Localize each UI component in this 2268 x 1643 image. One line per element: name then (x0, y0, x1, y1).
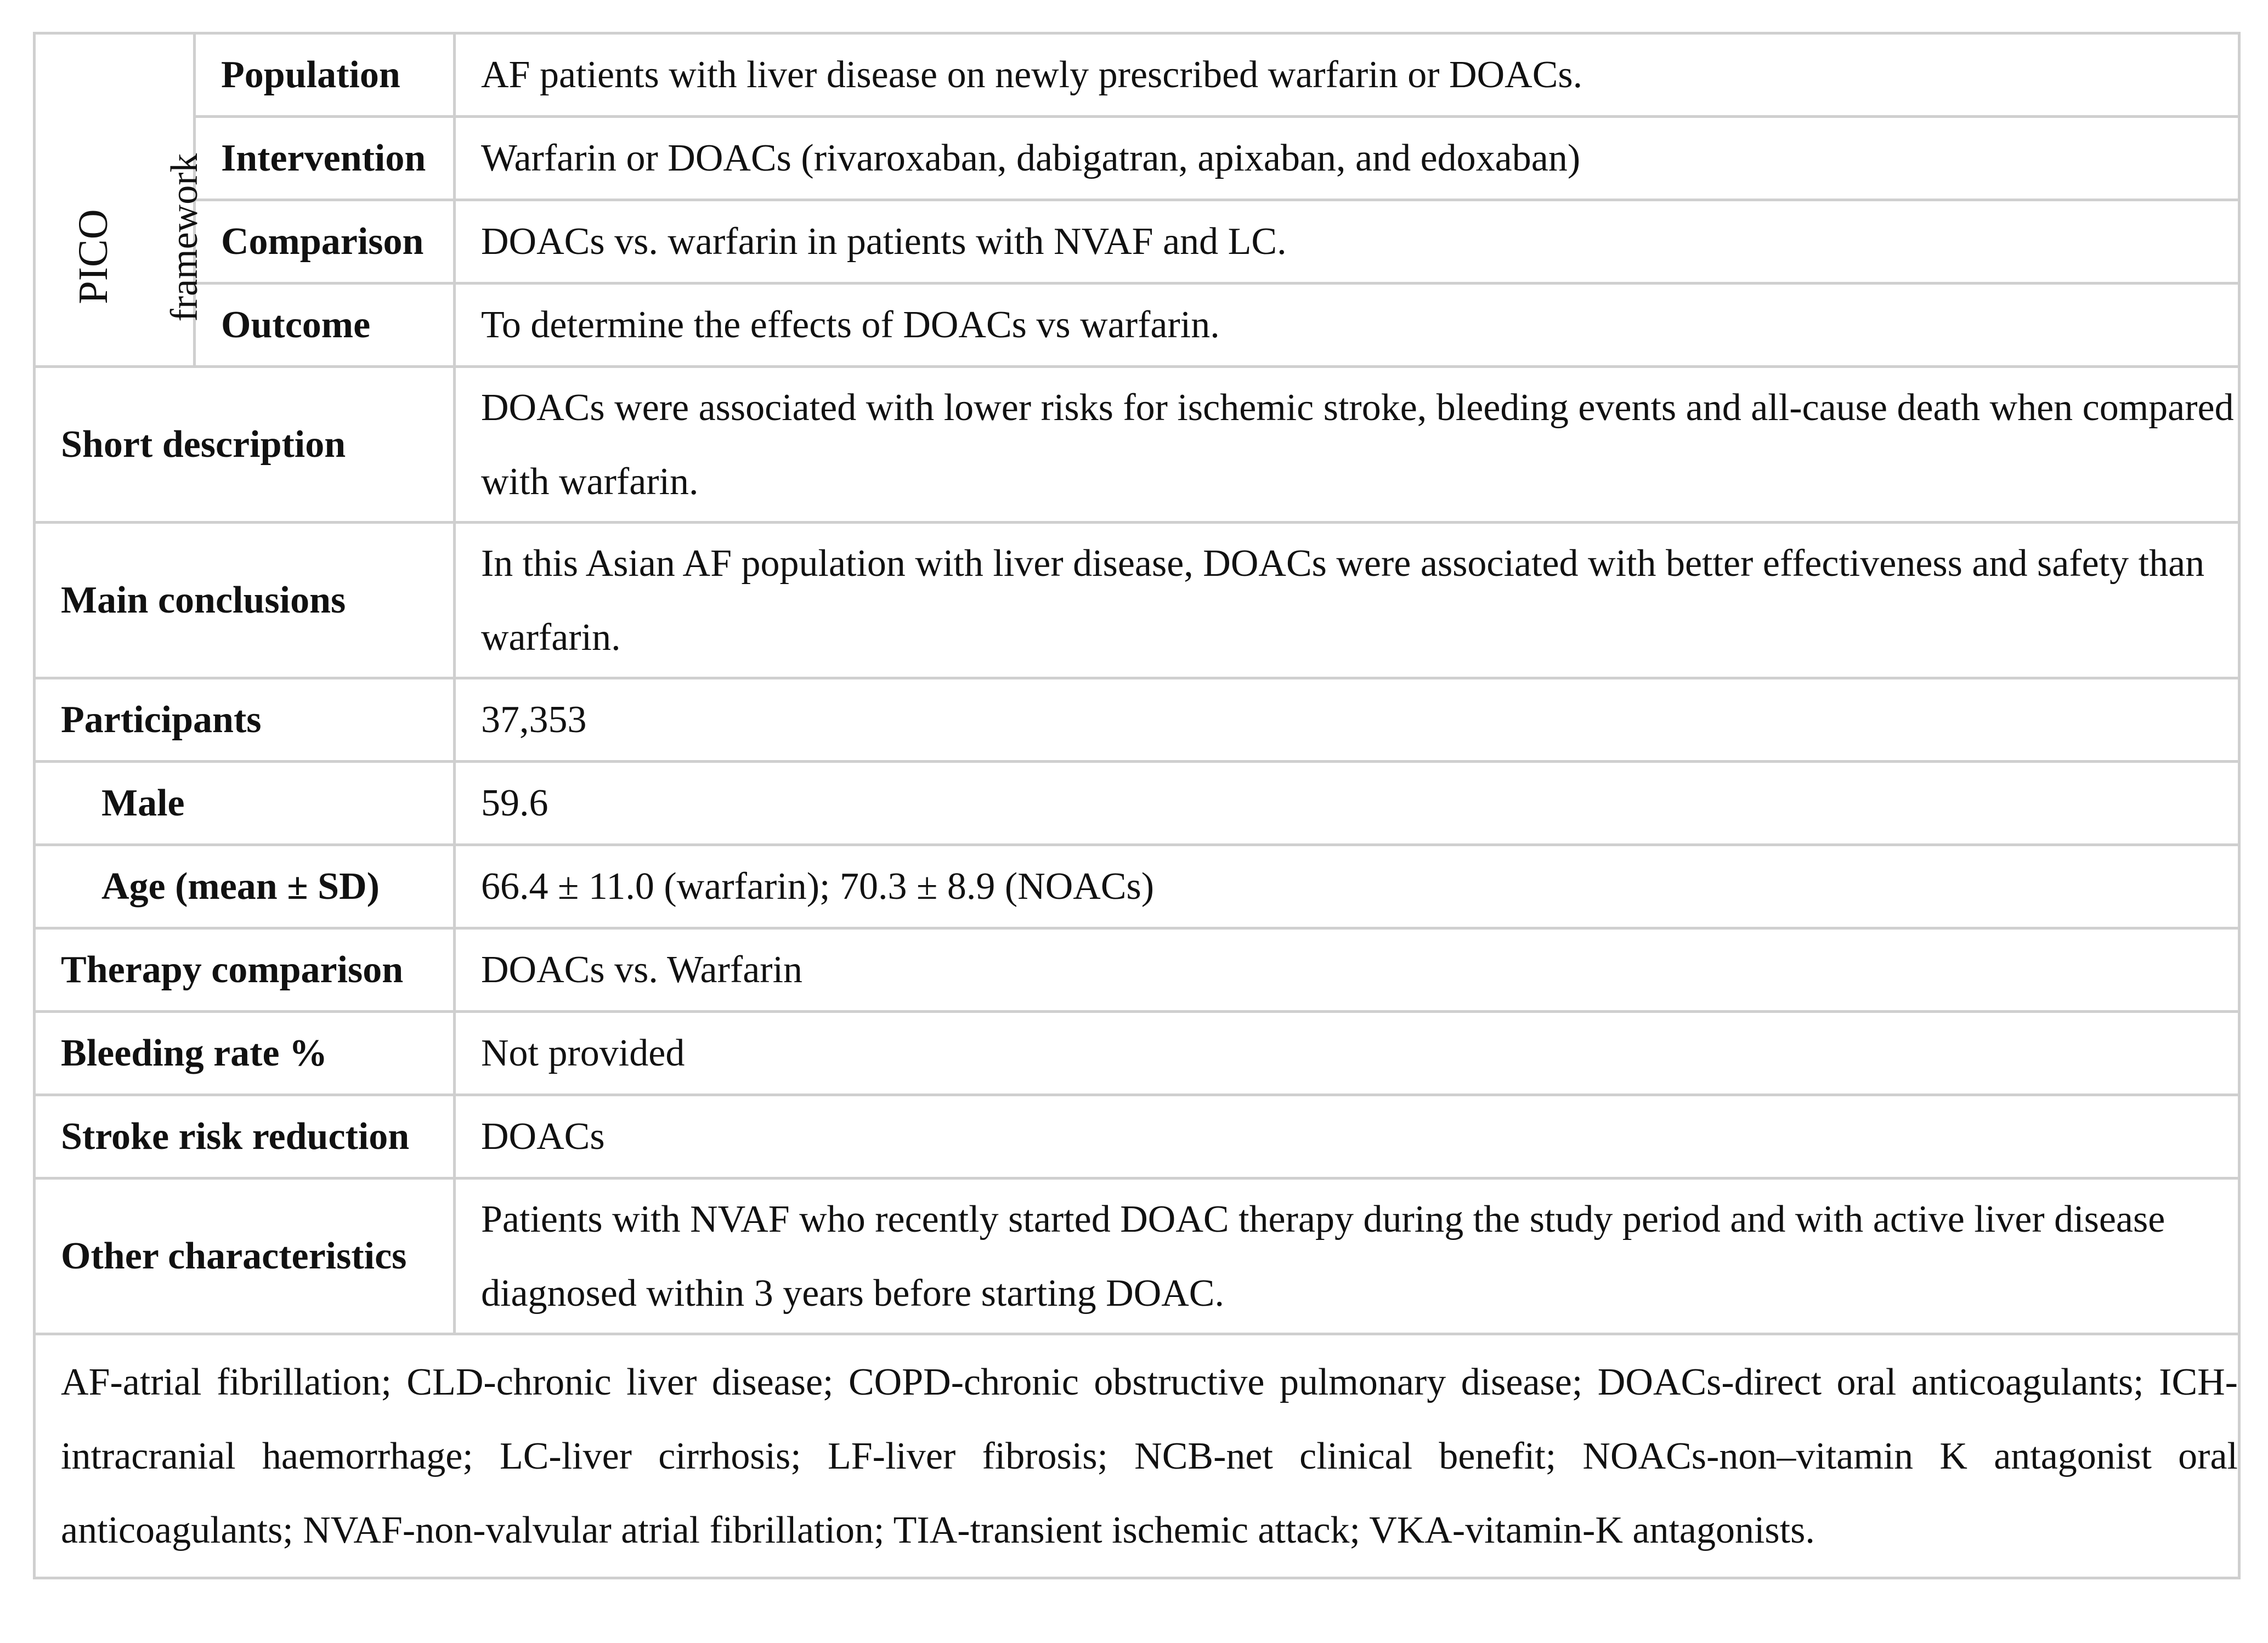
row-label-comparison: Comparison (195, 200, 455, 284)
framework-label: framework (163, 153, 206, 322)
row-value-short-description: DOACs were associated with lower risks for ischemic stroke, bleeding events and all-cause death when compared with warfarin. (455, 367, 2239, 523)
table-row-therapy-comparison (35, 928, 2239, 1012)
row-value-male: 59.6 (455, 762, 2239, 845)
row-label-short-description: Short description (35, 367, 455, 523)
table-row-population (35, 33, 2239, 117)
table-row-age (35, 845, 2239, 928)
table-row-intervention (35, 117, 2239, 200)
table-row-outcome (35, 284, 2239, 367)
row-value-comparison: DOACs vs. warfarin in patients with NVAF and LC. (455, 200, 2239, 284)
row-value-intervention: Warfarin or DOACs (rivaroxaban, dabigatran, apixaban, and edoxaban) (455, 117, 2239, 200)
row-value-population: AF patients with liver disease on newly prescribed warfarin or DOACs. (455, 33, 2239, 117)
row-label-outcome: Outcome (195, 284, 455, 367)
row-value-outcome: To determine the effects of DOACs vs warfarin. (455, 284, 2239, 367)
row-label-stroke-risk-reduction: Stroke risk reduction (35, 1095, 455, 1179)
row-value-stroke-risk-reduction: DOACs (455, 1095, 2239, 1179)
pico-label: PICO (70, 209, 116, 304)
row-label-participants: Participants (35, 678, 455, 762)
row-label-age: Age (mean ± SD) (35, 845, 455, 928)
row-value-bleeding-rate: Not provided (455, 1012, 2239, 1095)
abbreviations-footnote: AF-atrial fibrillation; CLD-chronic liver disease; COPD-chronic obstructive pulmonary disease; DOACs-direct oral anticoagulants; ICH-intracranial haemorrhage; LC-liver cirrhosis; LF-liver fibrosis; NCB-net clinical benefit; NOACs-non–vitamin K antagonist oral anticoagulants; NVAF-non-valvular atrial fibrillation; TIA-transient ischemic attack; VKA-vitamin-K antagonists. (35, 1334, 2239, 1578)
row-value-participants: 37,353 (455, 678, 2239, 762)
row-label-therapy-comparison: Therapy comparison (35, 928, 455, 1012)
table-row-male (35, 762, 2239, 845)
row-value-therapy-comparison: DOACs vs. Warfarin (455, 928, 2239, 1012)
table-row-short-description (35, 367, 2239, 523)
table-row-other-characteristics (35, 1179, 2239, 1334)
row-label-main-conclusions: Main conclusions (35, 523, 455, 678)
table-row-comparison (35, 200, 2239, 284)
row-label-bleeding-rate: Bleeding rate % (35, 1012, 455, 1095)
table-row-bleeding-rate (35, 1012, 2239, 1095)
table-row-main-conclusions (35, 523, 2239, 678)
row-value-other-characteristics: Patients with NVAF who recently started DOAC therapy during the study period and with active liver disease diagnosed within 3 years before starting DOAC. (455, 1179, 2239, 1334)
row-label-other-characteristics: Other characteristics (35, 1179, 455, 1334)
row-label-intervention: Intervention (195, 117, 455, 200)
table-row-stroke-risk-reduction (35, 1095, 2239, 1179)
table-row-participants (35, 678, 2239, 762)
pico-framework-header (35, 33, 206, 367)
row-label-male: Male (35, 762, 455, 845)
row-value-main-conclusions: In this Asian AF population with liver disease, DOACs were associated with better effectiveness and safety than warfarin. (455, 523, 2239, 678)
row-label-population: Population (195, 33, 455, 117)
table-footnote-row (35, 1334, 2239, 1578)
row-value-age: 66.4 ± 11.0 (warfarin); 70.3 ± 8.9 (NOACs) (455, 845, 2239, 928)
study-summary-table (33, 32, 2241, 1579)
